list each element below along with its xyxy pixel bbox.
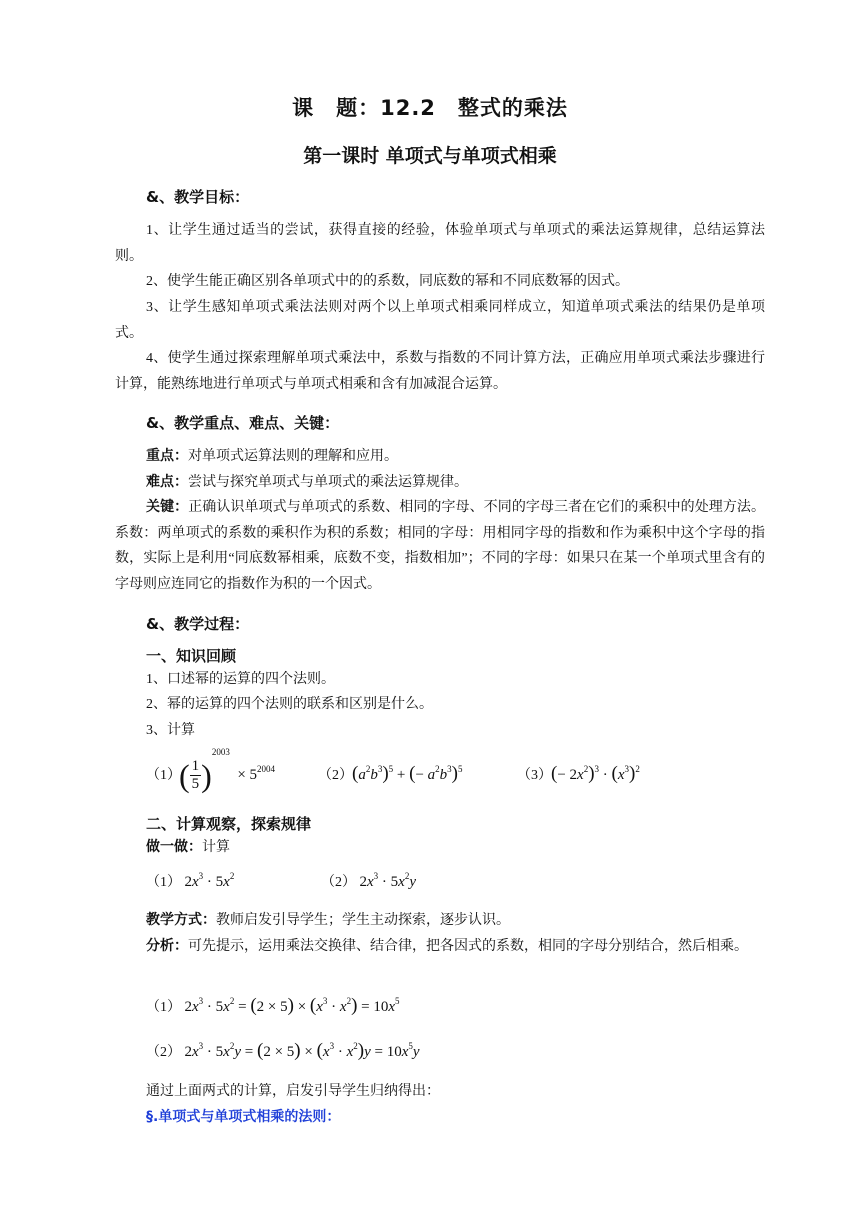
key-label: 重点：: [146, 449, 188, 464]
method-text: 教师启发引导学生；学生主动探索，逐步认识。: [216, 913, 510, 928]
exercise-label: （2）: [318, 768, 353, 783]
analysis-label: 分析：: [146, 939, 188, 954]
exercise-label: （2）: [146, 1045, 181, 1060]
math-expression: $2x^3 \cdot 5x^2y = (2 \times 5) \times (x^3 \cdot x^2)y = 10x^5y$: [184, 1040, 420, 1061]
goal-item: 4、使学生通过探索理解单项式乘法中，系数与指数的不同计算方法，正确应用单项式乘法步骤进行计算，能熟练地进行单项式与单项式相乘和含有加减混合运算。: [115, 351, 765, 392]
conclusion-text: 通过上面两式的计算，启发引导学生归纳得出：: [146, 1084, 440, 1099]
review-item: 3、计算: [146, 723, 195, 738]
do-it-line: [146, 838, 230, 858]
key-point: [115, 444, 765, 470]
key-text: 对单项式运算法则的理解和应用。: [188, 449, 398, 464]
math-expression: $2x^3 \cdot 5x^2 = (2 \times 5) \times (x^3 \cdot x^2) = 10x^5$: [184, 995, 400, 1016]
solution-2: [146, 1041, 420, 1063]
crux-label: 关键：: [146, 500, 189, 515]
review-item: 1、口述幂的运算的四个法则。: [146, 672, 335, 687]
solution-1: [146, 996, 400, 1018]
lesson-title: 课 题：12.2 整式的乘法: [292, 96, 568, 120]
lesson-subtitle: 第一课时 单项式与单项式相乘: [303, 145, 557, 167]
math-expression: $(a^2b^3)^5$ + (− $a^2b^3)^5$: [352, 763, 463, 784]
rule-heading: §.单项式与单项式相乘的法则：: [146, 1109, 341, 1125]
exercise-label: （1）: [146, 768, 181, 783]
section-heading-process: &、教学过程：: [146, 615, 250, 633]
fraction-denominator: 5: [191, 776, 200, 793]
math-expression: ( $\frac{1}{5}$ )$^{2003} \times 5^{2004}$: [179, 747, 276, 794]
exercise-label: （2）: [321, 875, 356, 890]
crux-text: 正确认识单项式与单项式的系数、相同的字母、不同的字母三者在它们的乘积中的处理方法。系数：两单项式的系数的乘积作为积的系数；相同的字母：用相同字母的指数和作为乘积中这个字母的指数，实际上是利用“同底数幂相乘，底数不变，指数相加”；不同的字母：如果只在某一个单项式里含有的字母则应连同它的指数作为积的一个因式。: [115, 500, 766, 592]
exponent: 2003: [211, 747, 230, 757]
difficulty-text: 尝试与探究单项式与单项式的乘法运算规律。: [188, 475, 468, 490]
difficulty-label: 难点：: [146, 475, 188, 490]
math-expression: $2x^3 \cdot 5x^2$: [184, 871, 235, 890]
section-heading-focus: &、教学重点、难点、关键：: [146, 414, 340, 432]
analysis: [115, 934, 765, 960]
review-heading: 一、知识回顾: [146, 647, 237, 665]
explore-heading: 二、计算观察，探索规律: [146, 815, 312, 833]
explore-exercise-2: [321, 872, 416, 893]
explore-exercise-1: [146, 872, 234, 893]
power-base: 5: [249, 767, 258, 783]
goal-item: 2、使学生能正确区别各单项式中的的系数，同底数的幂和不同底数幂的因式。: [146, 274, 629, 289]
fraction-numerator: 1: [191, 758, 200, 775]
teaching-method: [115, 908, 765, 934]
review-exercise-2: [318, 766, 353, 786]
math-expression: $2x^3 \cdot 5x^2y$: [359, 871, 417, 890]
review-exercise-3: [517, 766, 552, 786]
exercise-label: （3）: [517, 768, 552, 783]
method-label: 教学方式：: [146, 913, 216, 928]
exercise-label: （1）: [146, 1000, 181, 1015]
math-expression: (− $2x^2)^3 \cdot (x^3)^2$: [551, 763, 640, 784]
review-item: 2、幂的运算的四个法则的联系和区别是什么。: [146, 697, 433, 712]
do-it-text: 计算: [202, 840, 230, 855]
analysis-text: 可先提示，运用乘法交换律、结合律，把各因式的系数，相同的字母分别结合，然后相乘。: [188, 939, 748, 954]
exponent: 2004: [257, 764, 276, 774]
review-exercise-1: [146, 766, 181, 786]
difficulty-point: [115, 470, 765, 496]
goal-item: 1、让学生通过适当的尝试，获得直接的经验，体验单项式与单项式的乘法运算规律，总结运算法则。: [115, 223, 765, 264]
do-it-label: 做一做：: [146, 840, 202, 855]
exercise-label: （1）: [146, 875, 181, 890]
section-heading-goals: &、教学目标：: [146, 188, 250, 206]
goal-item: 3、让学生感知单项式乘法法则对两个以上单项式相乘同样成立，知道单项式乘法的结果仍是单项式。: [115, 300, 765, 341]
crux-point: [115, 495, 765, 597]
